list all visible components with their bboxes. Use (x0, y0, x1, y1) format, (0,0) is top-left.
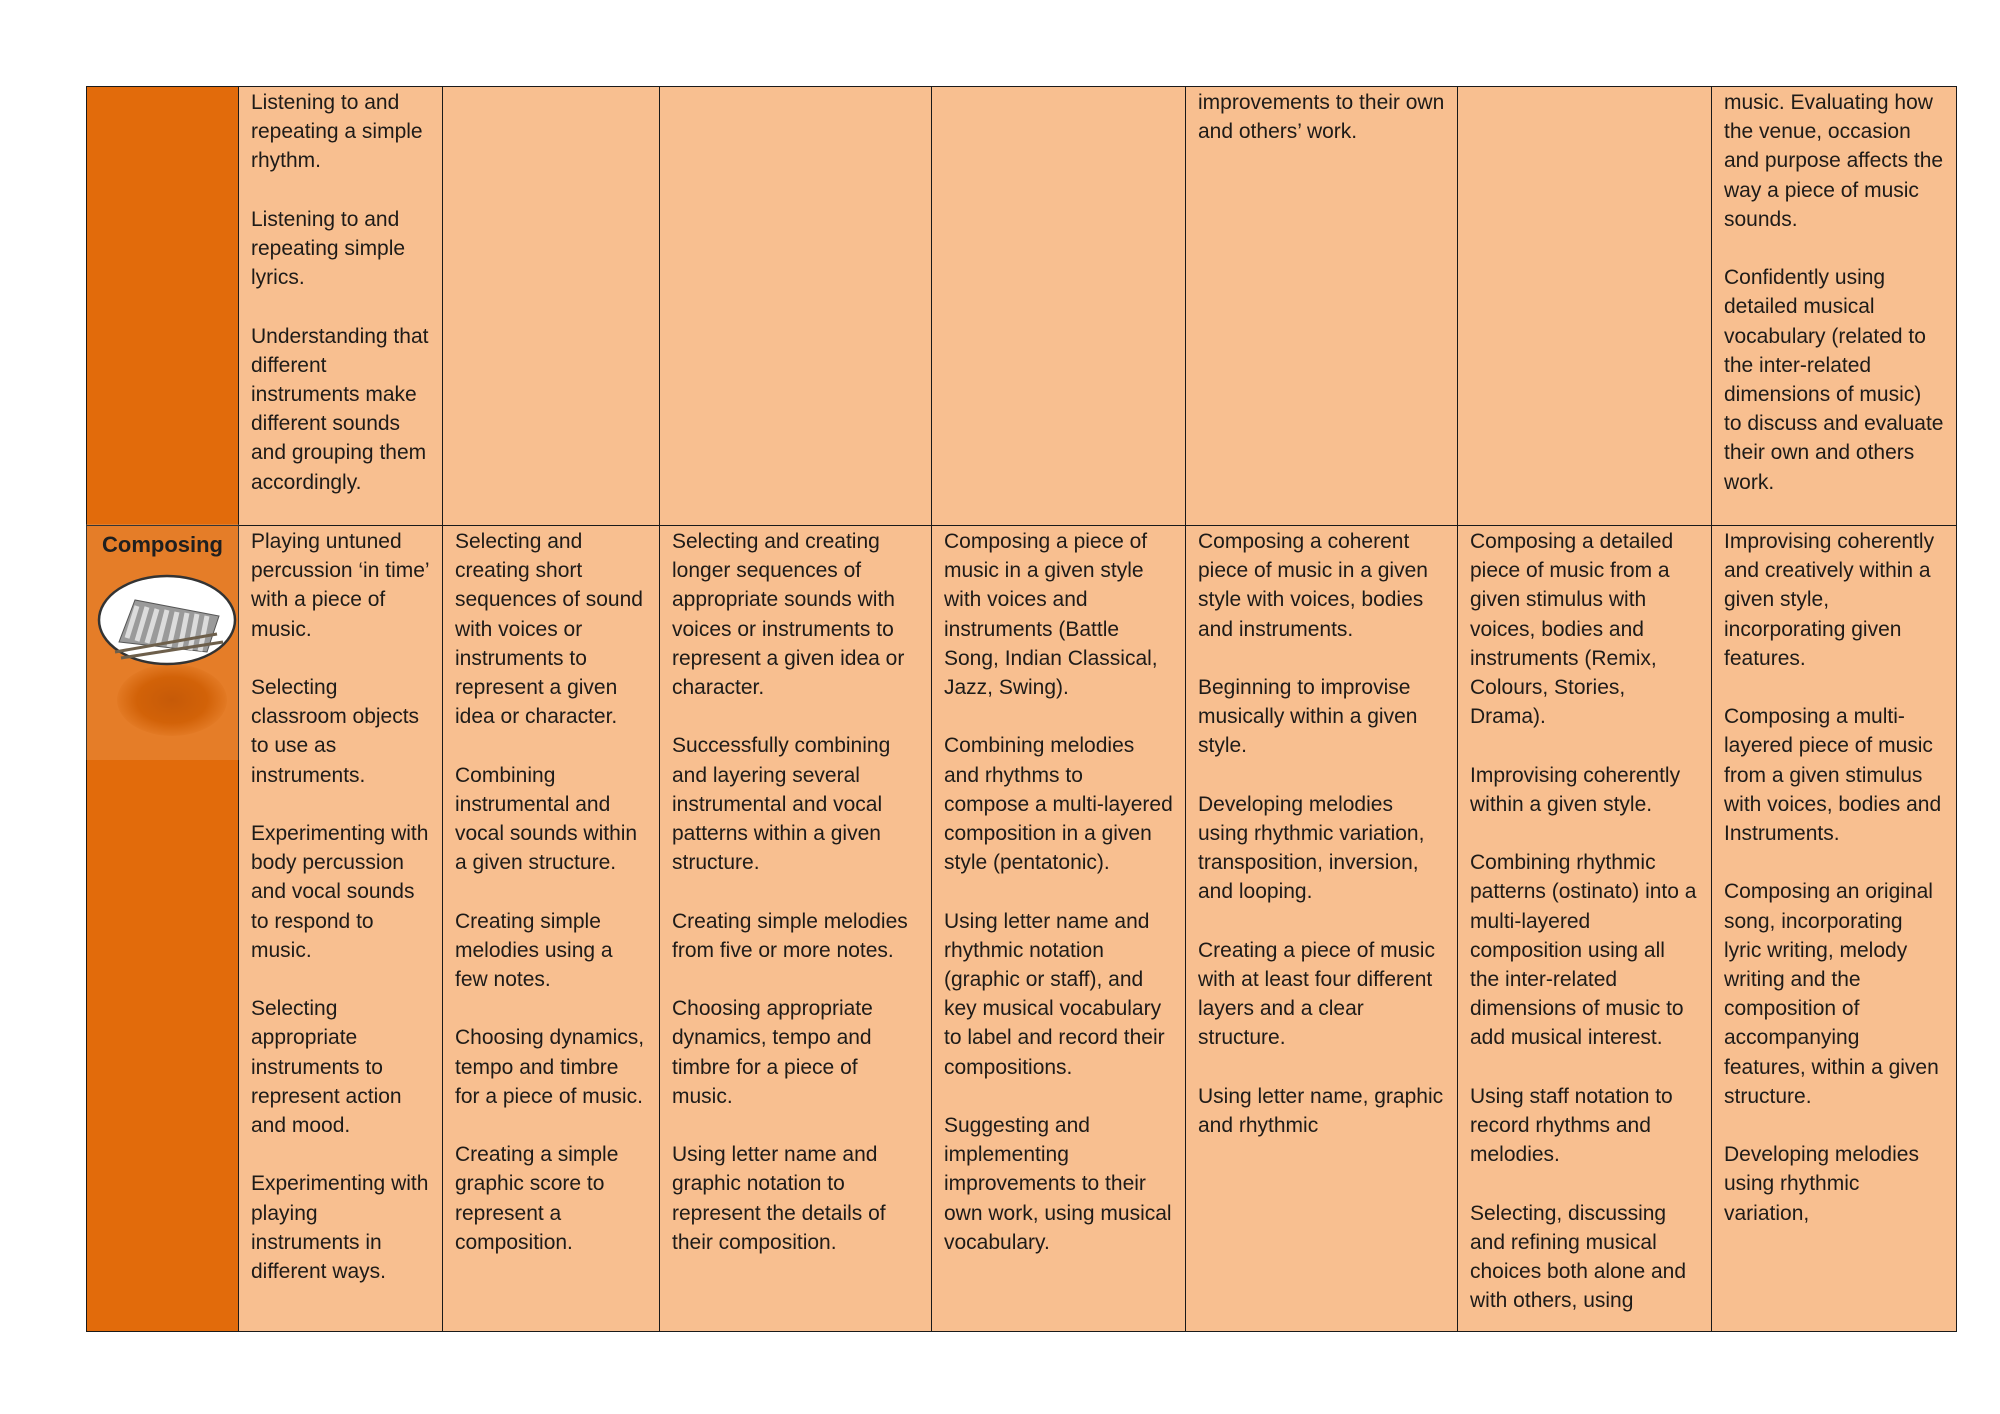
cell-c4 (932, 526, 1186, 1332)
cell-paragraph: Successfully combining and layering several instrumental and vocal patterns within a given structure. (672, 734, 897, 875)
cell-c3 (660, 526, 932, 1332)
cell-paragraph: Suggesting and implementing improvements to their own work, using musical vocabulary. (944, 1114, 1178, 1254)
cell-paragraph: Selecting, discussing and refining musical choices both alone and with others, using (1470, 1201, 1692, 1313)
cell-paragraph: Improvising coherently and creatively within a given style, incorporating given features. (1724, 530, 1940, 670)
cell-paragraph: Combining rhythmic patterns (ostinato) into a multi-layered composition using all the inter-related dimensions of music to add musical interest. (1470, 851, 1703, 1050)
cell-paragraph: Understanding that different instruments make different sounds and grouping them accordingly. (251, 324, 435, 494)
cell-paragraph: Using letter name and rhythmic notation (graphic or staff), and key musical vocabulary to label and record their compositions. (944, 909, 1171, 1079)
cell-paragraph: Selecting and creating short sequences of sound with voices or instruments to represent a given idea or character. (455, 530, 649, 729)
cell-paragraph: Composing an original song, incorporating lyric writing, melody writing and the composition of accompanying features, within a given structure. (1724, 880, 1945, 1108)
cell-paragraph: Selecting and creating longer sequences of appropriate sounds with voices or instruments to represent a given idea or character. (672, 530, 911, 700)
cell-paragraph: Selecting appropriate instruments to represent action and mood. (251, 997, 408, 1138)
image-shadow (117, 664, 227, 736)
cell-paragraph: Creating a piece of music with at least four different layers and a clear structure. (1198, 938, 1435, 1050)
cell-paragraph: Composing a detailed piece of music from a given stimulus with voices, bodies and instruments (Remix, Colours, Stories, Drama). (1470, 530, 1679, 729)
row-title-composing: Composing (102, 532, 223, 557)
cell-paragraph: Confidently using detailed musical vocabulary (related to the inter-related dimensions of music) to discuss and evaluate their own and others work. (1724, 266, 1950, 494)
table-row-continuation (87, 87, 1957, 526)
cell-paragraph: Choosing dynamics, tempo and timbre for a piece of music. (455, 1026, 650, 1108)
cell-c5 (1186, 526, 1458, 1332)
glockenspiel-icon (97, 572, 237, 672)
cell-c7 (1712, 87, 1957, 526)
cell-paragraph: Developing melodies using rhythmic variation, transposition, inversion, and looping. (1198, 792, 1425, 904)
cell-c6 (1458, 87, 1712, 526)
cell-c1 (239, 526, 443, 1332)
cell-c6 (1458, 526, 1712, 1332)
cell-c2 (443, 526, 660, 1332)
cell-paragraph: Experimenting with playing instruments in different ways. (251, 1172, 435, 1284)
cell-c2 (443, 87, 660, 526)
cell-c1 (239, 87, 443, 526)
cell-paragraph: Playing untuned percussion ‘in time’ with a piece of music. (251, 530, 435, 641)
cell-c4 (932, 87, 1186, 526)
cell-paragraph: Composing a coherent piece of music in a given style with voices, bodies and instruments. (1198, 530, 1428, 641)
cell-c3 (660, 87, 932, 526)
row-header-composing (87, 526, 239, 1332)
cell-paragraph: Creating simple melodies using a few notes. (455, 909, 619, 992)
row-header-continuation (87, 87, 239, 526)
cell-paragraph: Beginning to improvise musically within a given style. (1198, 676, 1418, 758)
cell-paragraph: Creating a simple graphic score to represent a composition. (455, 1143, 625, 1254)
cell-paragraph: Choosing appropriate dynamics, tempo and timbre for a piece of music. (672, 997, 879, 1108)
cell-paragraph: Composing a multi-layered piece of music from a given stimulus with voices, bodies and Instruments. (1724, 705, 1947, 846)
cell-paragraph: Listening to and repeating simple lyrics. (251, 207, 411, 290)
table-row-composing (87, 526, 1957, 1332)
cell-paragraph: Using letter name, graphic and rhythmic (1198, 1084, 1449, 1137)
cell-paragraph: music. Evaluating how the venue, occasion and purpose affects the way a piece of music sounds. (1724, 91, 1949, 231)
cell-paragraph: improvements to their own and others’ work. (1198, 91, 1451, 144)
cell-paragraph: Improvising coherently within a given style. (1470, 763, 1686, 816)
cell-c7 (1712, 526, 1957, 1332)
cell-paragraph: Listening to and repeating a simple rhythm. (251, 91, 429, 173)
cell-paragraph: Combining melodies and rhythms to compose a multi-layered composition in a given style (pentatonic). (944, 734, 1179, 875)
cell-paragraph: Developing melodies using rhythmic variation, (1724, 1143, 1925, 1225)
cell-paragraph: Selecting classroom objects to use as instruments. (251, 676, 425, 787)
cell-c5 (1186, 87, 1458, 526)
instrument-image (87, 566, 238, 806)
cell-paragraph: Combining instrumental and vocal sounds within a given structure. (455, 763, 643, 875)
cell-paragraph: Using staff notation to record rhythms and melodies. (1470, 1084, 1679, 1167)
cell-paragraph: Composing a piece of music in a given style with voices and instruments (Battle Song, Indian Classical, Jazz, Swing). (944, 530, 1164, 700)
cell-paragraph: Experimenting with body percussion and vocal sounds to respond to music. (251, 822, 435, 962)
cell-paragraph: Creating simple melodies from five or more notes. (672, 909, 914, 962)
cell-paragraph: Using letter name and graphic notation to represent the details of their composition. (672, 1143, 892, 1254)
music-curriculum-table (86, 86, 1957, 1332)
